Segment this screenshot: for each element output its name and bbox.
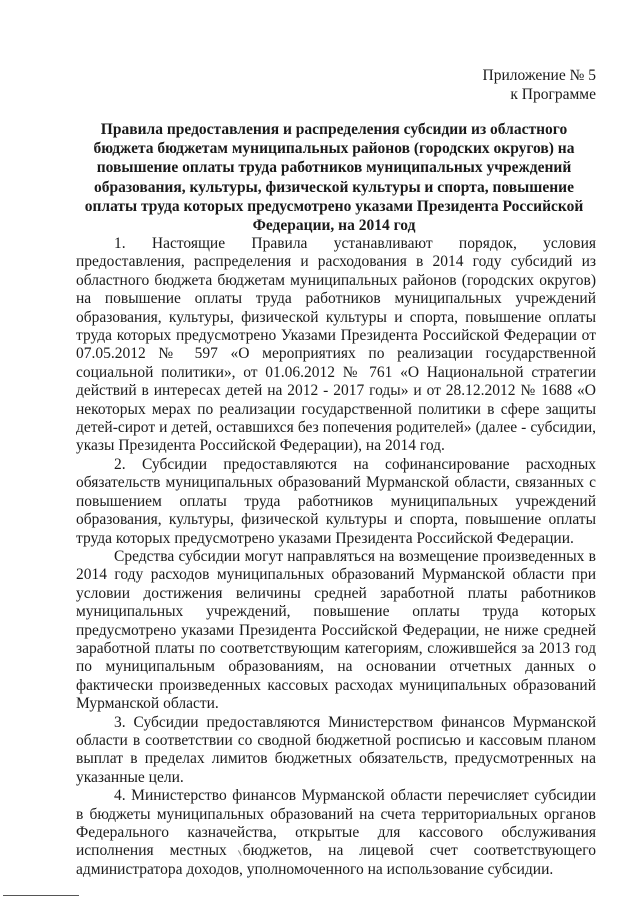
- paragraph-4: 4. Министерство финансов Мурманской области перечисляет субсидии в бюджеты муниципальных образований на счета территориальных органов Федерального казначейства, открытые для кассового обслуживания исполнения местных бюджетов, на лицевой счет соответствующего администратора доходов, уполномоченного на использование субсидии.: [76, 787, 596, 878]
- paragraph-1: 1. Настоящие Правила устанавливают порядок, условия предоставления, распределения и расходования в 2014 году субсидий из областного бюджета бюджетам муниципальных районов (городских округов) на повышение оплаты труда работников муниципальных учреждений образования, культуры, физической культуры и спорта, повышение оплаты труда которых предусмотрено Указами Президента Российской Федерации от 07.05.2012 № 597 «О мероприятиях по реализации государственной социальной политики», от 01.06.2012 № 761 «О Национальной стратегии действий в интересах детей на 2012 - 2017 годы» и от 28.12.2012 № 1688 «О некоторых мерах по реализации государственной политики в сфере защиты детей-сирот и детей, оставшихся без попечения родителей» (далее - субсидии, указы Президента Российской Федерации), на 2014 год.: [76, 235, 596, 455]
- document-body: [76, 235, 596, 879]
- appendix-header: [483, 66, 596, 104]
- appendix-number: Приложение № 5: [482, 67, 596, 84]
- paragraph-2-continued: Средства субсидии могут направляться на возмещение произведенных в 2014 году расходов муниципальных образований Мурманской области при условии достижения величины средней заработной платы работников муниципальных учреждений, повышение оплаты труда которых предусмотрено указами Президента Российской Федерации, не ниже средней заработной платы по соответствующим категориям, сложившейся за 2013 год по муниципальным образованиям, на основании отчетных данных о фактически произведенных кассовых расходах муниципальных образований Мурманской области.: [76, 547, 596, 713]
- footer-rule: [3, 895, 79, 896]
- paragraph-3: 3. Субсидии предоставляются Министерством финансов Мурманской области в соответствии со сводной бюджетной росписью и кассовым планом выплат в пределах лимитов бюджетных обязательств, предусмотренных на указанные цели.: [76, 713, 596, 786]
- document-title: Правила предоставления и распределения субсидии из областного бюджета бюджетам муниципальных районов (городских округов) на повышение оплаты труда работников муниципальных учреждений образования, культуры, физической культуры и спорта, повышение оплаты труда которых предусмотрено указами Президента Российской Федерации, на 2014 год: [84, 121, 584, 235]
- appendix-program-ref: к Программе: [510, 86, 596, 103]
- paragraph-2: 2. Субсидии предоставляются на софинансирование расходных обязательств муниципальных образований Мурманской области, связанных с повышением оплаты труда работников муниципальных учреждений образования, культуры, физической культуры и спорта, повышение оплаты труда которых предусмотрено указами Президента Российской Федерации.: [76, 455, 596, 547]
